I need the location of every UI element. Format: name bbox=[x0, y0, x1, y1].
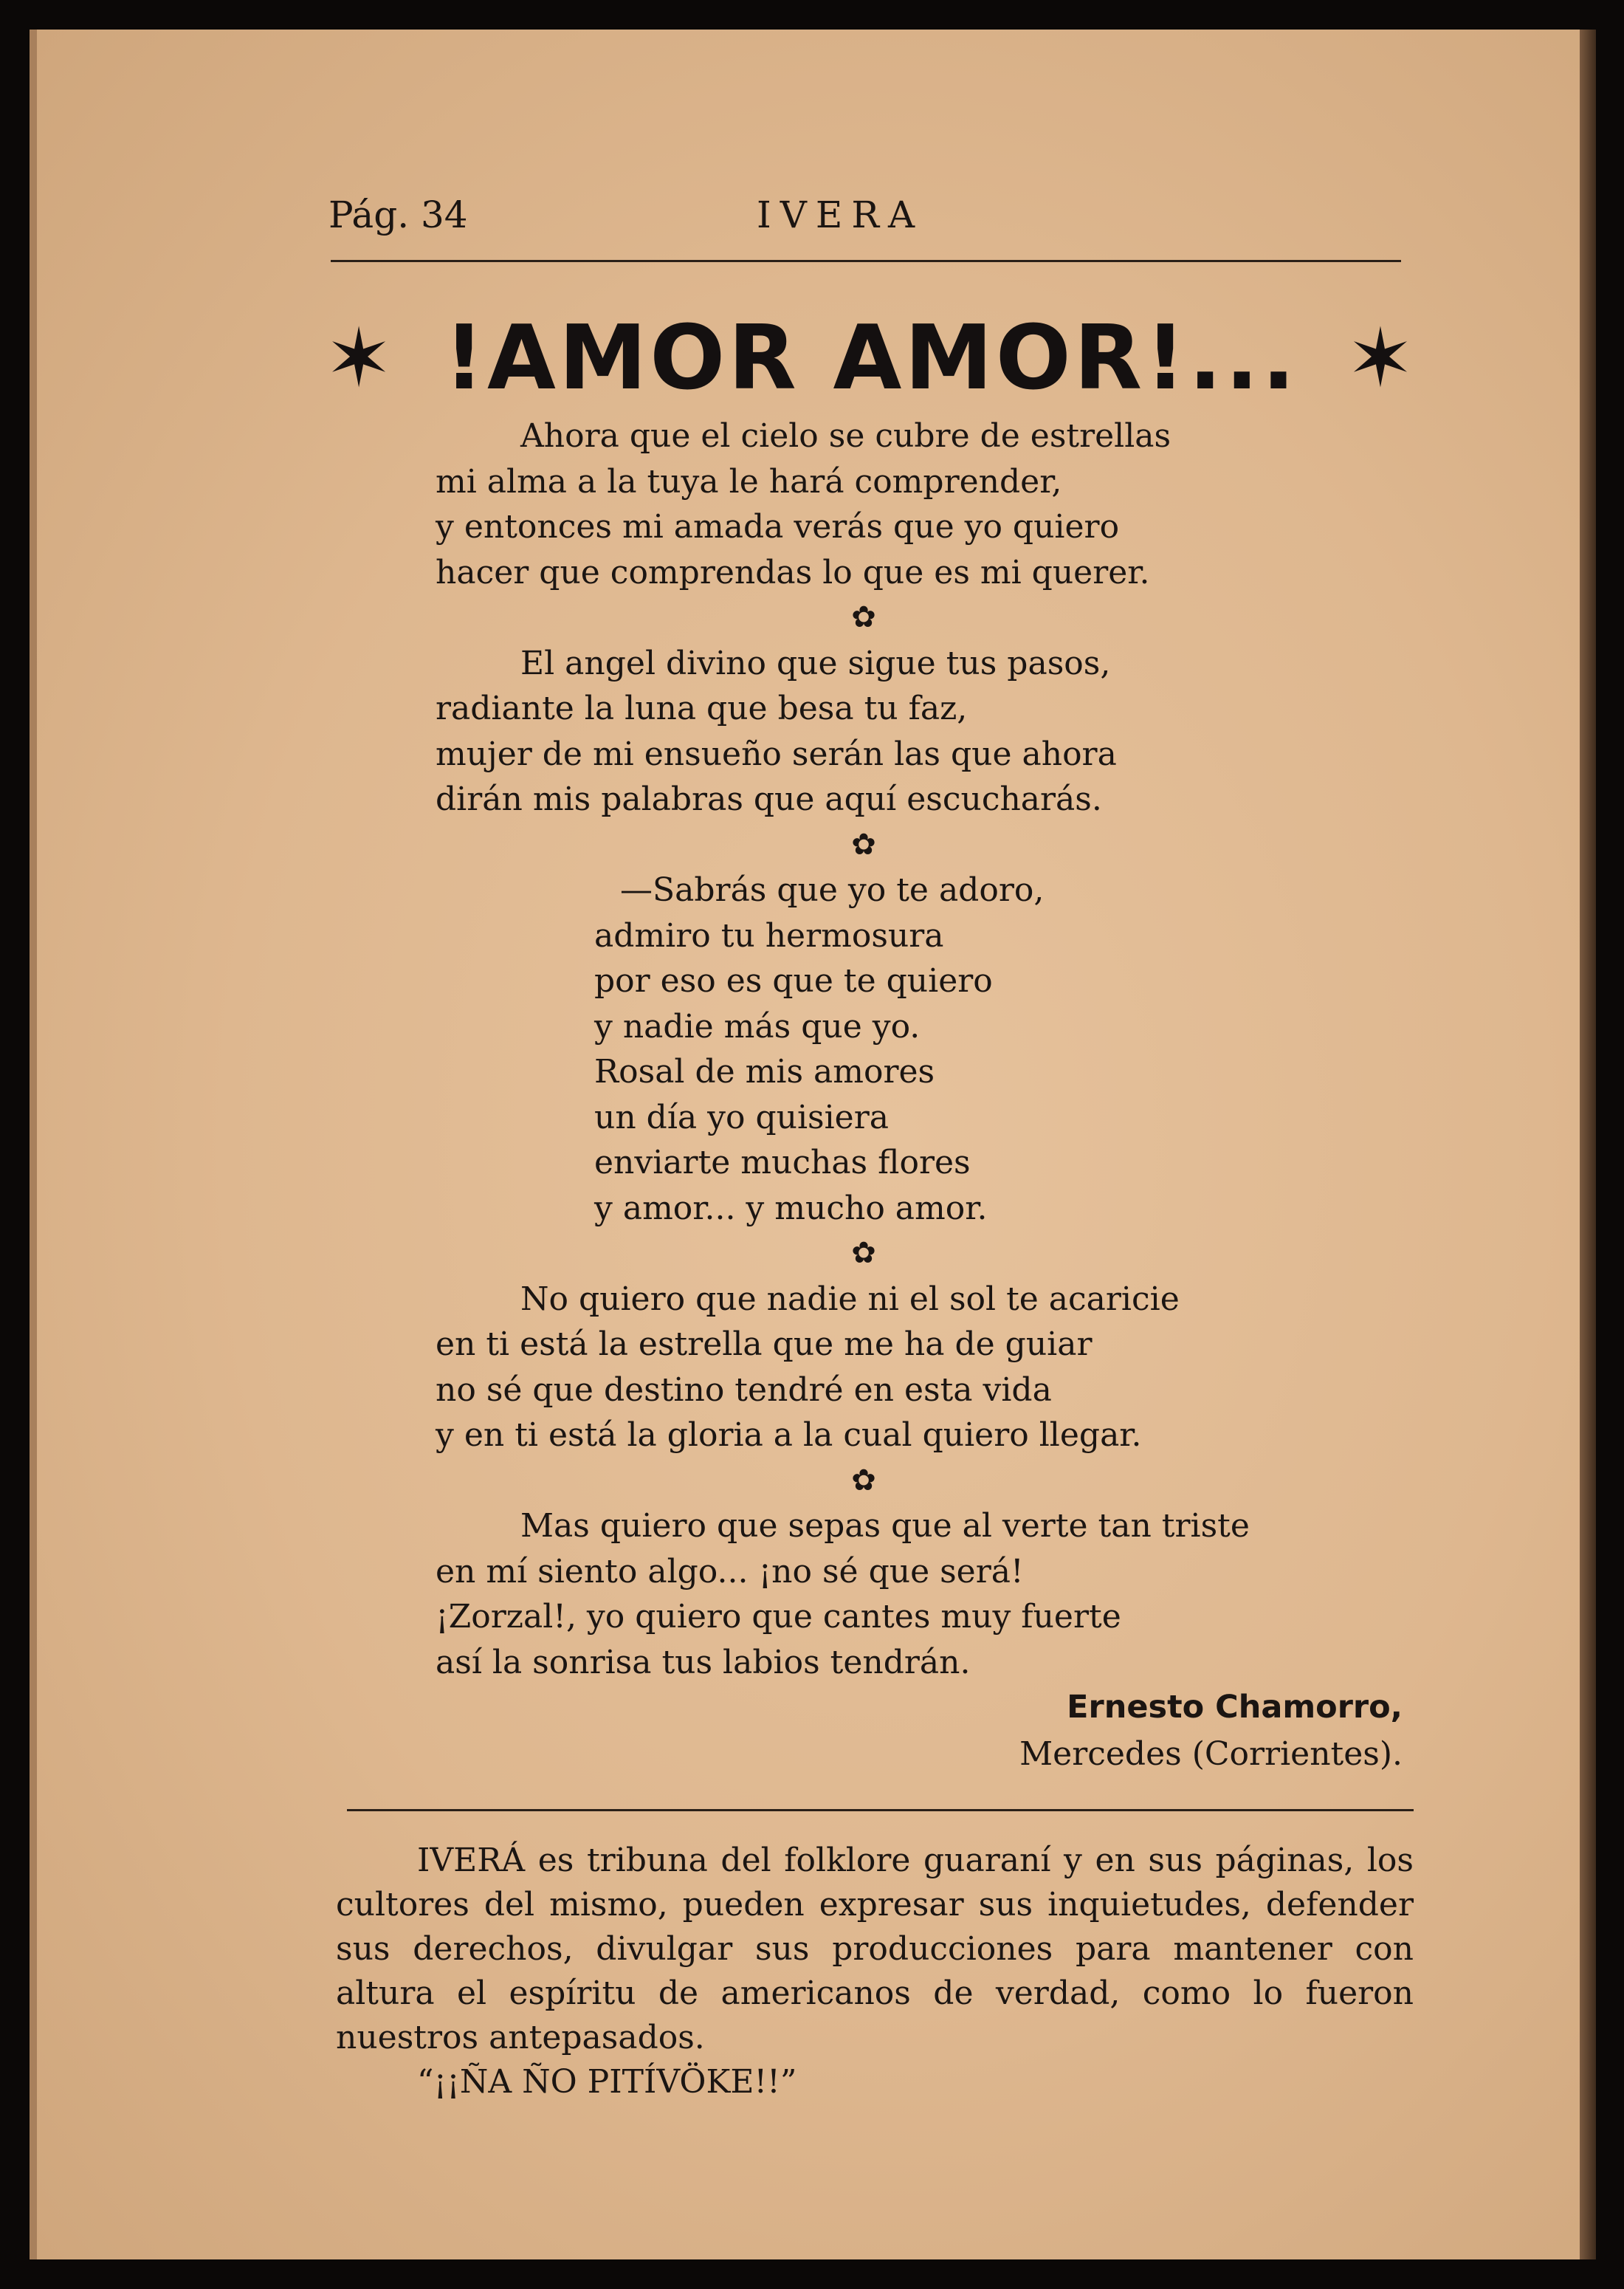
footer-motto: “¡¡ÑA ÑO PITÍVÖKE!!” bbox=[417, 2063, 797, 2101]
poem-line: así la sonrisa tus labios tendrán. bbox=[436, 1643, 971, 1681]
poem-line: ¡Zorzal!, yo quiero que cantes muy fuerte bbox=[436, 1598, 1121, 1636]
poem-line: dirán mis palabras que aquí escucharás. bbox=[436, 780, 1102, 818]
author-name: Ernesto Chamorro, bbox=[1067, 1689, 1403, 1726]
star-icon-right: ✶ bbox=[1346, 311, 1417, 405]
poem-body bbox=[436, 413, 1395, 1685]
author-place: Mercedes (Corrientes). bbox=[1019, 1735, 1403, 1773]
poem-line: radiante la luna que besa tu faz, bbox=[436, 690, 968, 727]
poem-line: No quiero que nadie ni el sol te acaricie bbox=[520, 1280, 1180, 1318]
flower-ornament-icon: ✿ bbox=[851, 1236, 876, 1270]
page-header bbox=[299, 193, 1406, 253]
stanza-1 bbox=[436, 413, 1395, 595]
poem-line: y en ti está la gloria a la cual quiero llegar. bbox=[436, 1416, 1142, 1454]
poem-line: El angel divino que sigue tus pasos, bbox=[520, 644, 1111, 682]
poem-line: Mas quiero que sepas que al verte tan triste bbox=[520, 1507, 1250, 1545]
poem-line: mujer de mi ensueño serán las que ahora bbox=[436, 735, 1117, 773]
poem-line: en mí siento algo... ¡no sé que será! bbox=[436, 1552, 1024, 1590]
stanza-4 bbox=[436, 1277, 1395, 1458]
page-number: Pág. 34 bbox=[328, 193, 468, 236]
flower-ornament-icon: ✿ bbox=[851, 1463, 876, 1497]
poem-line: —Sabrás que yo te adoro, bbox=[620, 871, 1045, 909]
poem-line: no sé que destino tendré en esta vida bbox=[436, 1370, 1052, 1409]
poem-line: hacer que comprendas lo que es mi querer. bbox=[436, 553, 1150, 591]
poem-line: en ti está la estrella que me ha de guiar bbox=[436, 1325, 1093, 1363]
poem-line: enviarte muchas flores bbox=[594, 1144, 971, 1181]
flower-ornament-icon: ✿ bbox=[851, 827, 876, 862]
footer-paragraph: IVERÁ es tribuna del folklore guaraní y en sus páginas, los cultores del mismo, pueden expresar sus inquietudes, defender sus derechos, divulgar sus producciones para mantener con altura el espíritu de americanos de verdad, como lo fueron nuestros antepasados. bbox=[336, 1842, 1414, 2056]
footer-note bbox=[336, 1839, 1414, 2104]
book-spine-edge bbox=[1580, 30, 1596, 2259]
stanza-3 bbox=[436, 868, 1395, 1231]
poem-title-text: !AMOR AMOR!... bbox=[444, 306, 1298, 410]
header-rule bbox=[331, 260, 1401, 262]
stanza-2 bbox=[436, 641, 1395, 823]
poem-line: un día yo quisiera bbox=[594, 1098, 889, 1136]
poem-line: Ahora que el cielo se cubre de estrellas bbox=[520, 417, 1171, 455]
poem-line: admiro tu hermosura bbox=[594, 916, 944, 955]
flower-ornament-icon: ✿ bbox=[851, 600, 876, 634]
poem-title bbox=[325, 306, 1417, 410]
footer-rule bbox=[347, 1809, 1414, 1811]
poem-line: mi alma a la tuya le hará comprender, bbox=[436, 462, 1062, 501]
poem-line: Rosal de mis amores bbox=[594, 1053, 935, 1091]
star-icon-left: ✶ bbox=[325, 311, 396, 405]
stanza-5 bbox=[436, 1503, 1395, 1685]
poem-line: y amor... y mucho amor. bbox=[594, 1189, 988, 1227]
journal-title: IVERA bbox=[757, 193, 924, 236]
poem-line: y nadie más que yo. bbox=[594, 1007, 921, 1046]
poem-line: por eso es que te quiero bbox=[594, 962, 993, 1000]
author-signature bbox=[960, 1684, 1403, 1778]
poem-line: y entonces mi amada verás que yo quiero bbox=[436, 508, 1120, 546]
